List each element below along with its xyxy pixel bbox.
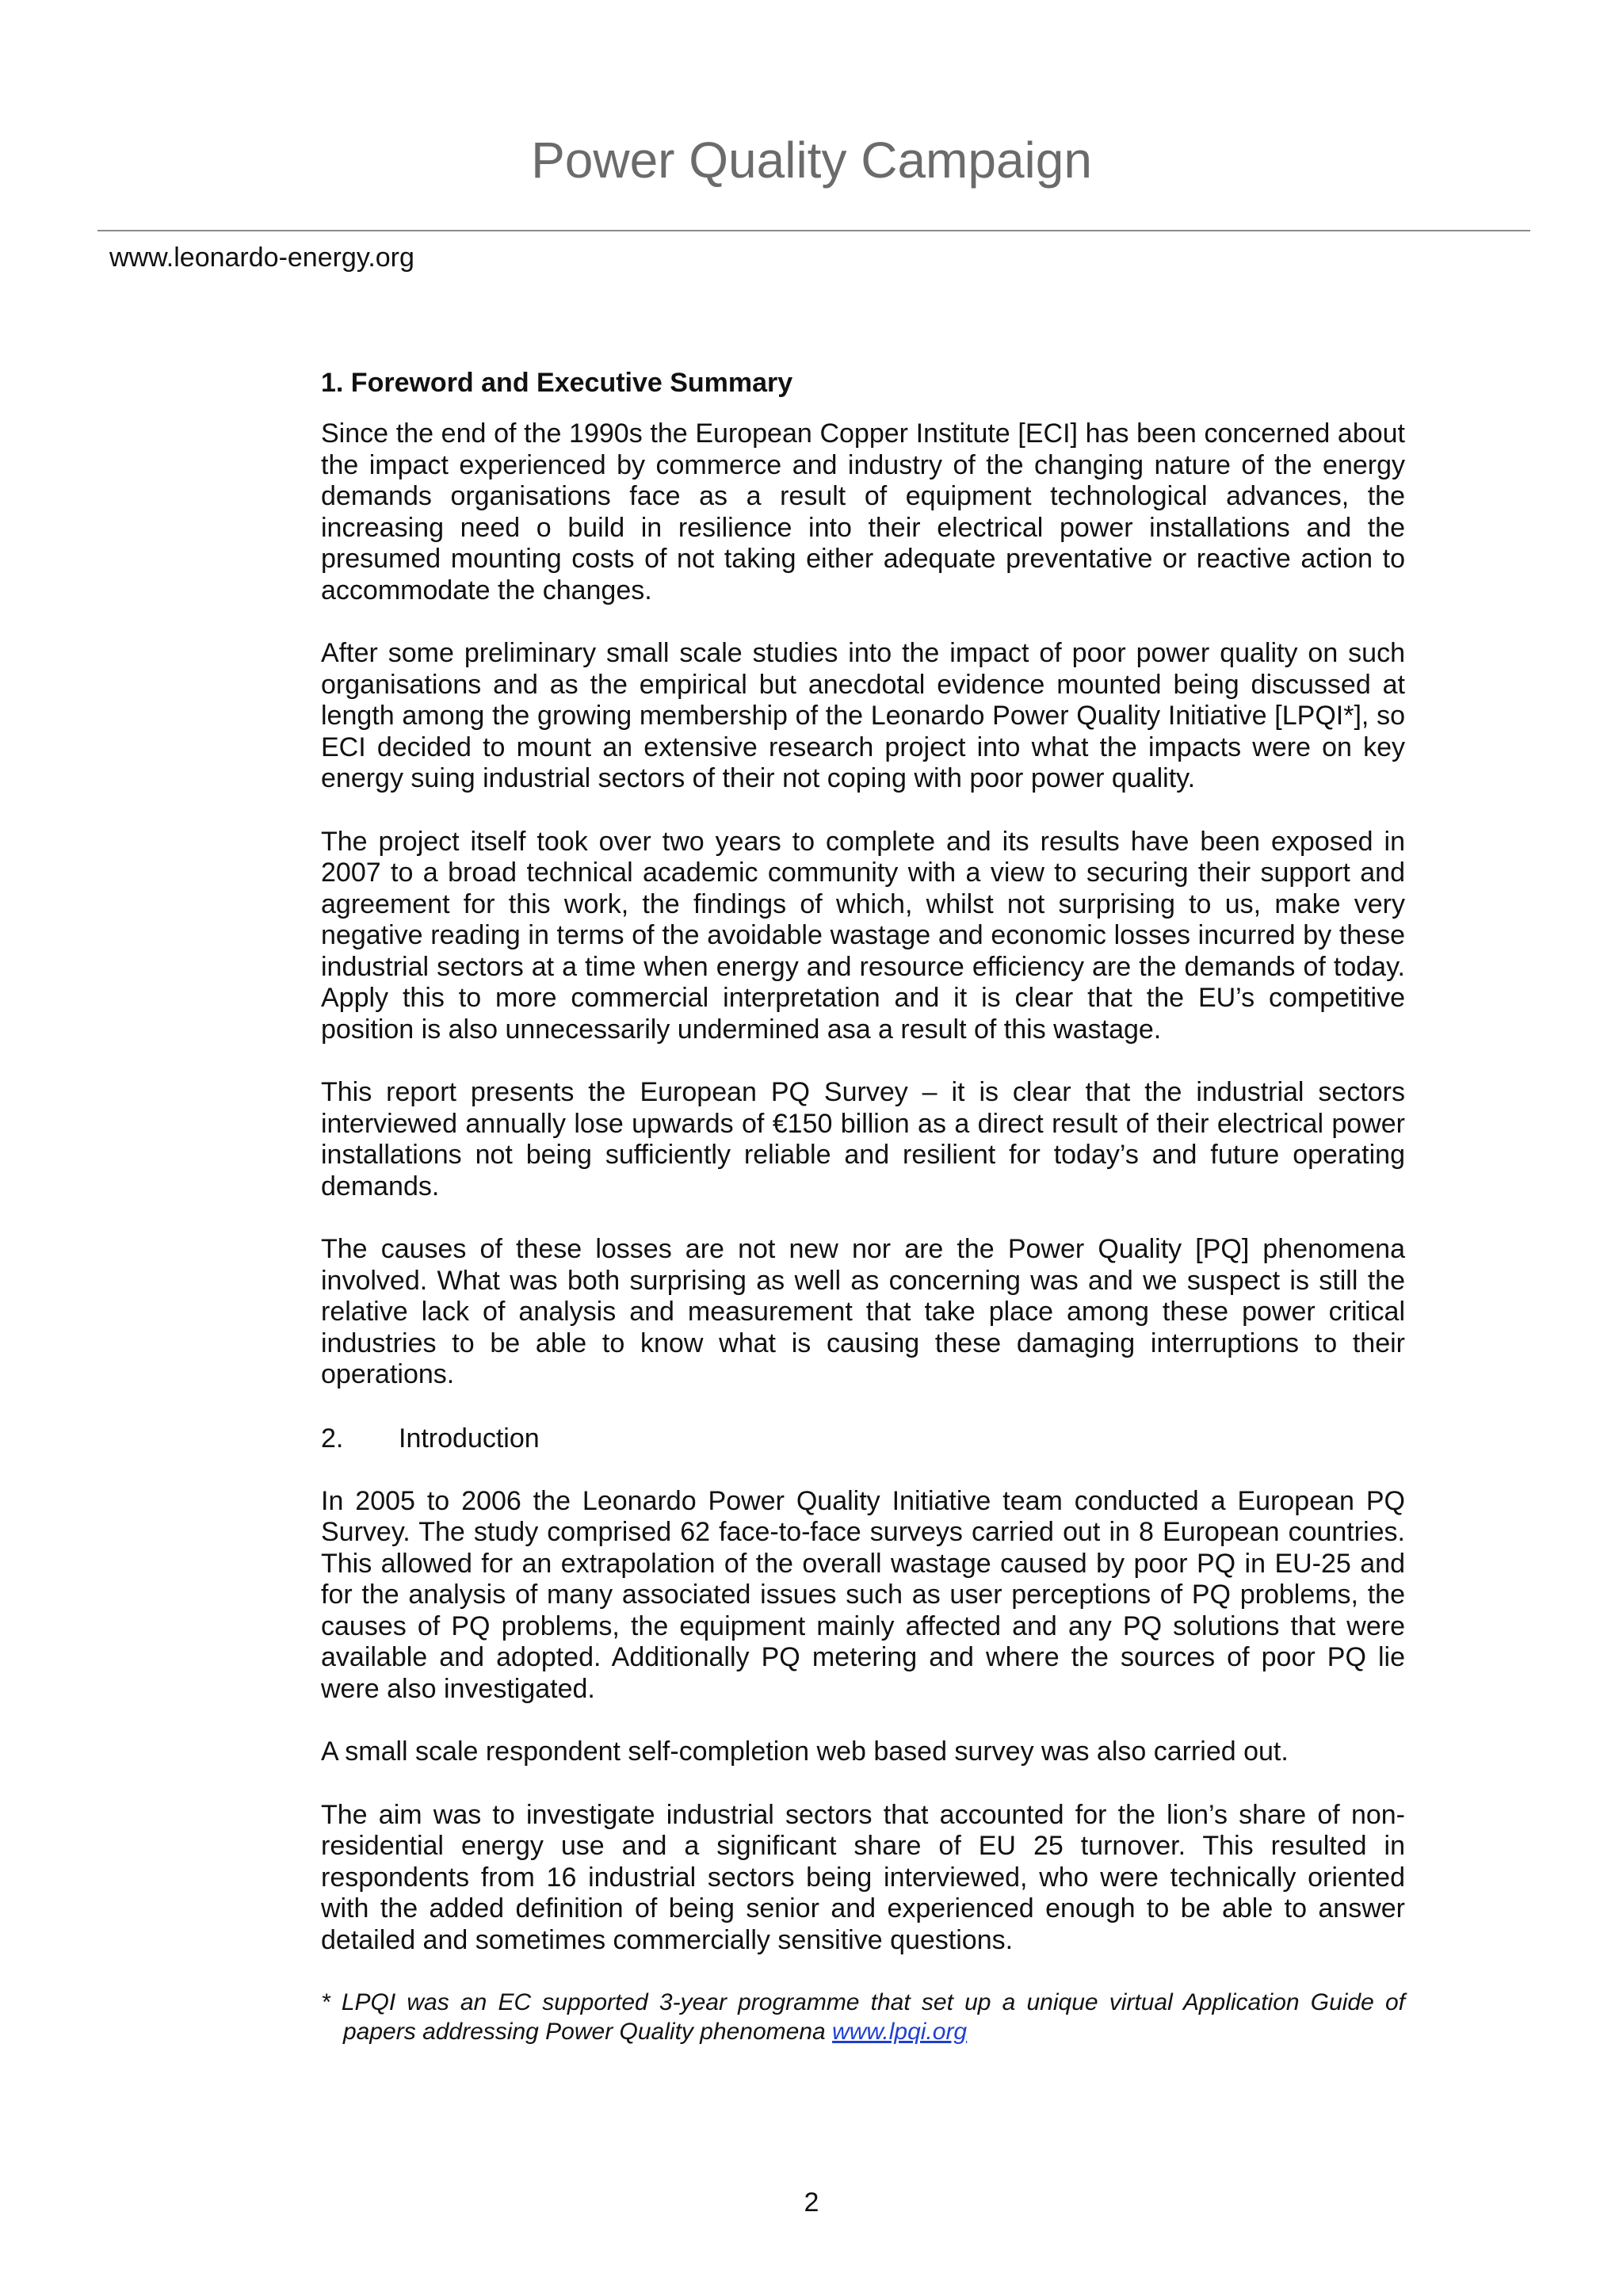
section-1-paragraph-2: After some preliminary small scale studies into the impact of poor power quality on such organisations and as the empirical but anecdotal evidence mounted being discussed at length among the growing membership of the Leonardo Power Quality Initiative [LPQI*], so ECI decided to mount an extensive research project into what the impacts were on key energy suing industrial sectors of their not coping with poor power quality. xyxy=(321,638,1405,793)
section-2-paragraph-3: The aim was to investigate industrial sectors that accounted for the lion’s share of non-residential energy use and a significant share of EU 25 turnover. This resulted in respondents from 16 industrial sectors being interviewed, who were technically oriented with the added definition of being senior and experienced enough to be able to answer detailed and sometimes commercially sensitive questions. xyxy=(321,1799,1405,1955)
section-1-paragraph-3: The project itself took over two years to complete and its results have been exposed in 2007 to a broad technical academic community with a view to securing their support and agreement for this work, the findings of which, whilst not surprising to us, make very negative reading in terms of the avoidable wastage and economic losses incurred by these industrial sectors at a time when energy and resource efficiency are the demands of today. Apply this to more commercial interpretation and it is clear that the EU’s competitive position is also unnecessarily undermined asa a result of this wastage. xyxy=(321,826,1405,1045)
footnote-link[interactable]: www.lpqi.org xyxy=(832,2019,968,2045)
page-number: 2 xyxy=(804,2187,819,2218)
section-2-title: Introduction xyxy=(399,1423,540,1454)
header-divider xyxy=(97,230,1530,231)
section-1-heading: 1. Foreword and Executive Summary xyxy=(321,368,793,398)
document-body xyxy=(321,366,1405,2046)
section-2-paragraph-2: A small scale respondent self-completion web based survey was also carried out. xyxy=(321,1736,1289,1767)
section-2-number: 2. xyxy=(321,1423,344,1454)
section-2-paragraph-1: In 2005 to 2006 the Leonardo Power Quality Initiative team conducted a European PQ Survey. The study comprised 62 face-to-face surveys carried out in 8 European countries. This allowed for an extrapolation of the overall wastage caused by poor PQ in EU-25 and for the analysis of many associated issues such as user perceptions of PQ problems, the causes of PQ problems, the equipment mainly affected and any PQ solutions that were available and adopted. Additionally PQ metering and where the sources of poor PQ lie were also investigated. xyxy=(321,1485,1405,1704)
section-2-heading xyxy=(321,1423,1405,1454)
footnote xyxy=(321,1988,1405,2046)
section-1-paragraph-4: This report presents the European PQ Survey – it is clear that the industrial sectors interviewed annually lose upwards of €150 billion as a direct result of their electrical power installations not being sufficiently reliable and resilient for today’s and future operating demands. xyxy=(321,1077,1405,1201)
header-url: www.leonardo-energy.org xyxy=(109,243,414,273)
footnote-text: * LPQI was an EC supported 3-year programme that set up a unique virtual Application Guide of papers addressing Power Quality phenomena xyxy=(321,1989,1405,2045)
page-header-title: Power Quality Campaign xyxy=(531,132,1092,189)
section-1-paragraph-5: The causes of these losses are not new nor are the Power Quality [PQ] phenomena involved. What was both surprising as well as concerning was and we suspect is still the relative lack of analysis and measurement that take place among these power critical industries to be able to know what is causing these damaging interruptions to their operations. xyxy=(321,1234,1405,1389)
section-1-paragraph-1: Since the end of the 1990s the European Copper Institute [ECI] has been concerned about the impact experienced by commerce and industry of the changing nature of the energy demands organisations face as a result of equipment technological advances, the increasing need o build in resilience into their electrical power installations and the presumed mounting costs of not taking either adequate preventative or reactive action to accommodate the changes. xyxy=(321,418,1405,606)
